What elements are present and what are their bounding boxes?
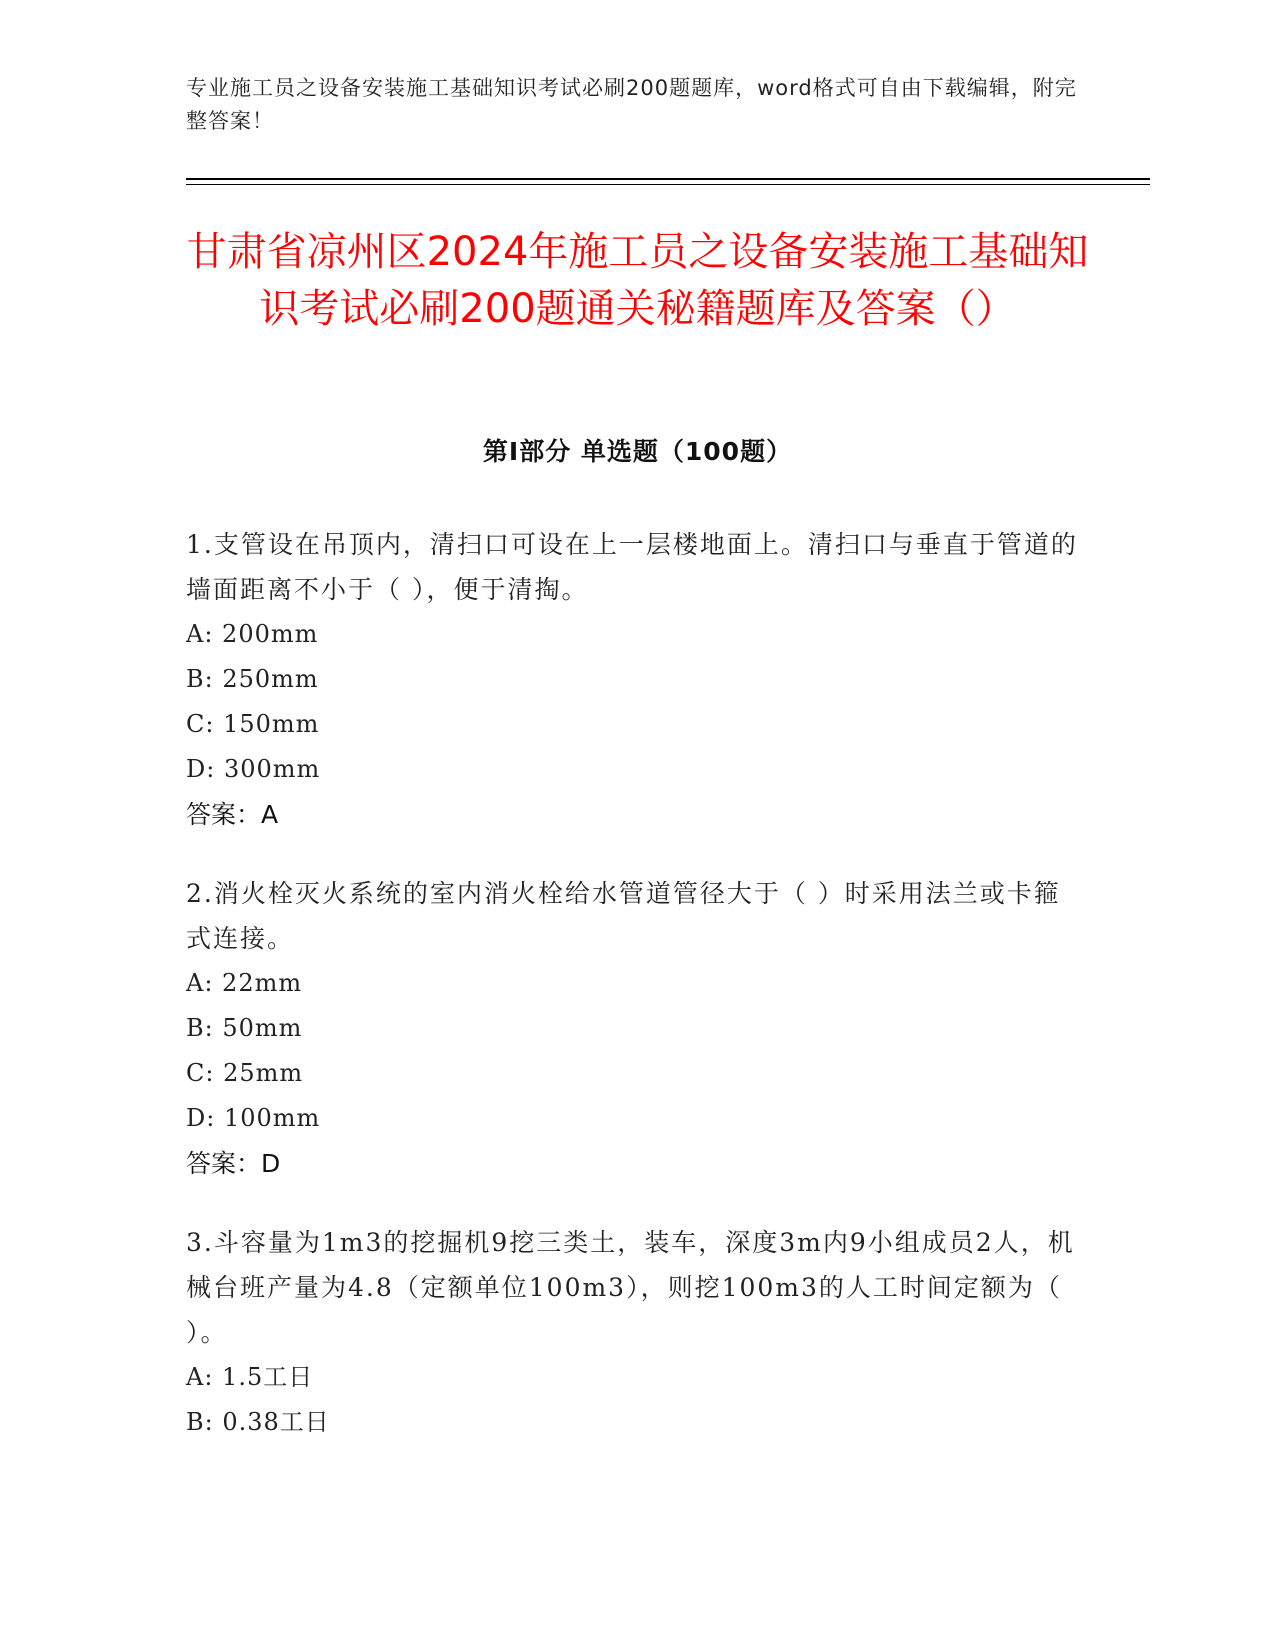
option-a: A: 22mm <box>186 969 303 997</box>
answer-label: 答案：A <box>186 800 279 829</box>
option-c: C: 25mm <box>186 1059 304 1087</box>
question-list <box>186 522 1086 1479</box>
question-stem: 1.支管设在吊顶内，清扫口可设在上一层楼地面上。清扫口与垂直于管道的墙面距离不小于（ ），便于清掏。 <box>186 530 1078 604</box>
option-b: B: 250mm <box>186 665 319 693</box>
answer-label: 答案：D <box>186 1149 281 1178</box>
option-b: B: 50mm <box>186 1014 303 1042</box>
option-d: D: 300mm <box>186 755 321 783</box>
question-stem: 2.消火栓灭火系统的室内消火栓给水管道管径大于（ ）时采用法兰或卡箍式连接。 <box>186 879 1061 953</box>
section-heading: 第I部分 单选题（100题） <box>482 437 793 466</box>
question-2 <box>186 871 1086 1186</box>
header-rule-thin <box>186 184 1150 185</box>
header-rule-thick <box>186 178 1150 180</box>
option-a: A: 200mm <box>186 620 319 648</box>
question-3 <box>186 1220 1086 1445</box>
header-note: 专业施工员之设备安装施工基础知识考试必刷200题题库，word格式可自由下载编辑，附完整答案！ <box>186 76 1077 133</box>
option-a: A: 1.5工日 <box>186 1363 314 1391</box>
question-1 <box>186 522 1086 837</box>
option-c: C: 150mm <box>186 710 320 738</box>
document-title: 甘肃省凉州区2024年施工员之设备安装施工基础知识考试必刷200题通关秘籍题库及答案（） <box>186 229 1089 332</box>
option-b: B: 0.38工日 <box>186 1408 330 1436</box>
option-d: D: 100mm <box>186 1104 321 1132</box>
question-stem: 3.斗容量为1m3的挖掘机9挖三类土，装车，深度3m内9小组成员2人，机械台班产量为4.8（定额单位100m3），则挖100m3的人工时间定额为（ ）。 <box>186 1228 1075 1347</box>
